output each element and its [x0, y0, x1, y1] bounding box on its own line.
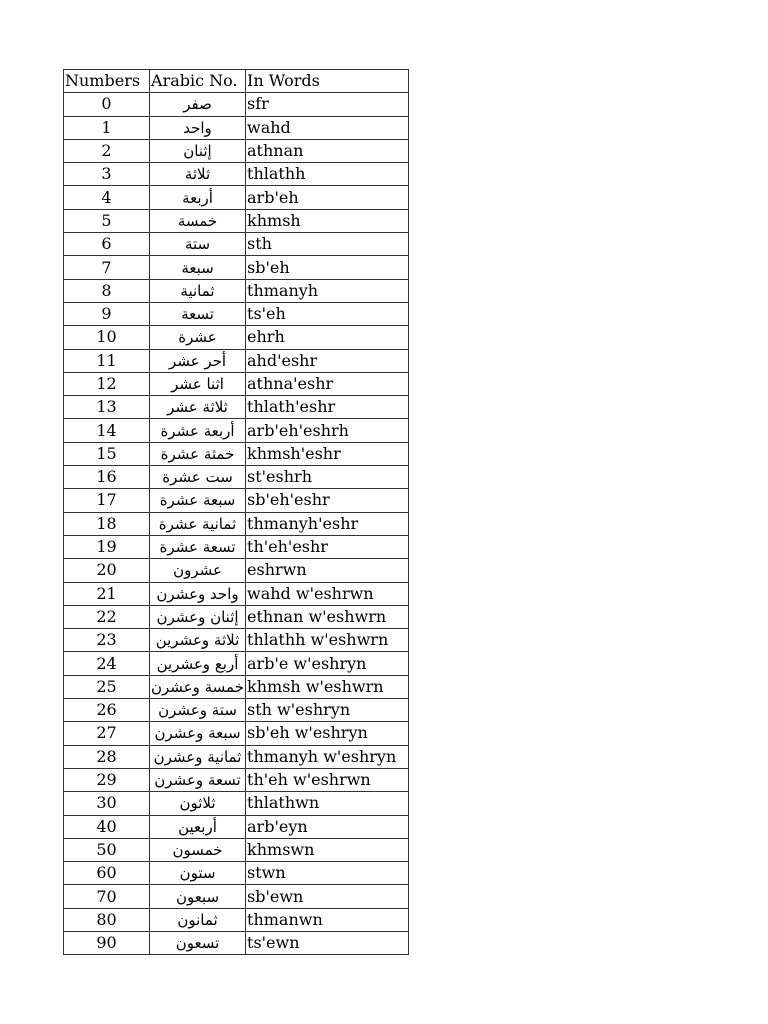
- number-cell: 16: [64, 466, 150, 489]
- table-row: [64, 605, 409, 628]
- table-row: [64, 93, 409, 116]
- words-cell: sth w'eshryn: [246, 699, 409, 722]
- table-row: [64, 163, 409, 186]
- table-row: [64, 699, 409, 722]
- words-cell: khmsh w'eshwrn: [246, 675, 409, 698]
- number-cell: 28: [64, 745, 150, 768]
- number-cell: 14: [64, 419, 150, 442]
- number-cell: 1: [64, 116, 150, 139]
- table-row: [64, 885, 409, 908]
- number-cell: 10: [64, 326, 150, 349]
- words-cell: thlathh w'eshwrn: [246, 629, 409, 652]
- table-row: [64, 815, 409, 838]
- arabic-cell: ثمانون: [150, 908, 246, 931]
- table-row: [64, 466, 409, 489]
- arabic-cell: ثمانية: [150, 279, 246, 302]
- words-cell: ahd'eshr: [246, 349, 409, 372]
- header-row: [64, 70, 409, 93]
- arabic-cell: صفر: [150, 93, 246, 116]
- table-row: [64, 139, 409, 162]
- words-cell: th'eh w'eshrwn: [246, 768, 409, 791]
- number-cell: 3: [64, 163, 150, 186]
- number-cell: 11: [64, 349, 150, 372]
- table-row: [64, 279, 409, 302]
- number-cell: 15: [64, 442, 150, 465]
- header-arabic-no: Arabic No.: [150, 70, 246, 93]
- arabic-cell: عشرون: [150, 559, 246, 582]
- arabic-cell: ستة وعشرن: [150, 699, 246, 722]
- table-row: [64, 419, 409, 442]
- number-cell: 24: [64, 652, 150, 675]
- number-cell: 2: [64, 139, 150, 162]
- arabic-cell: أحر عشر: [150, 349, 246, 372]
- table-row: [64, 722, 409, 745]
- arabic-cell: خمسة وعشرن: [150, 675, 246, 698]
- number-cell: 13: [64, 396, 150, 419]
- number-cell: 18: [64, 512, 150, 535]
- number-cell: 50: [64, 838, 150, 861]
- arabic-cell: ثمانية وعشرن: [150, 745, 246, 768]
- table-row: [64, 535, 409, 558]
- table-row: [64, 931, 409, 954]
- table-row: [64, 652, 409, 675]
- table-row: [64, 209, 409, 232]
- number-cell: 26: [64, 699, 150, 722]
- arabic-cell: سبعون: [150, 885, 246, 908]
- words-cell: ehrh: [246, 326, 409, 349]
- table-row: [64, 862, 409, 885]
- words-cell: st'eshrh: [246, 466, 409, 489]
- number-cell: 20: [64, 559, 150, 582]
- words-cell: sth: [246, 233, 409, 256]
- words-cell: thmanyh w'eshryn: [246, 745, 409, 768]
- table-row: [64, 326, 409, 349]
- words-cell: thlathh: [246, 163, 409, 186]
- table-row: [64, 233, 409, 256]
- numbers-table: [63, 69, 409, 955]
- table-row: [64, 768, 409, 791]
- arabic-cell: ثمانية عشرة: [150, 512, 246, 535]
- arabic-cell: إثنان: [150, 139, 246, 162]
- table-row: [64, 396, 409, 419]
- arabic-cell: ثلاثة وعشرين: [150, 629, 246, 652]
- arabic-cell: ستة: [150, 233, 246, 256]
- number-cell: 22: [64, 605, 150, 628]
- words-cell: sb'eh w'eshryn: [246, 722, 409, 745]
- arabic-cell: أربعين: [150, 815, 246, 838]
- arabic-cell: تسعة عشرة: [150, 535, 246, 558]
- table-row: [64, 838, 409, 861]
- words-cell: sb'ewn: [246, 885, 409, 908]
- table-row: [64, 116, 409, 139]
- table-row: [64, 792, 409, 815]
- words-cell: thmanyh: [246, 279, 409, 302]
- number-cell: 19: [64, 535, 150, 558]
- table-row: [64, 559, 409, 582]
- number-cell: 25: [64, 675, 150, 698]
- number-cell: 8: [64, 279, 150, 302]
- number-cell: 60: [64, 862, 150, 885]
- number-cell: 80: [64, 908, 150, 931]
- table-row: [64, 582, 409, 605]
- table-row: [64, 512, 409, 535]
- arabic-cell: أربعة عشرة: [150, 419, 246, 442]
- arabic-cell: ست عشرة: [150, 466, 246, 489]
- words-cell: khmsh: [246, 209, 409, 232]
- number-cell: 9: [64, 302, 150, 325]
- table-row: [64, 302, 409, 325]
- table-row: [64, 442, 409, 465]
- arabic-cell: أربعة: [150, 186, 246, 209]
- words-cell: sb'eh: [246, 256, 409, 279]
- arabic-cell: ثلاثة عشر: [150, 396, 246, 419]
- words-cell: eshrwn: [246, 559, 409, 582]
- table-row: [64, 489, 409, 512]
- words-cell: ts'ewn: [246, 931, 409, 954]
- arabic-cell: ستون: [150, 862, 246, 885]
- arabic-cell: سبعة عشرة: [150, 489, 246, 512]
- words-cell: khmsh'eshr: [246, 442, 409, 465]
- words-cell: ts'eh: [246, 302, 409, 325]
- words-cell: arb'eh'eshrh: [246, 419, 409, 442]
- words-cell: sb'eh'eshr: [246, 489, 409, 512]
- arabic-cell: ثلاثون: [150, 792, 246, 815]
- number-cell: 0: [64, 93, 150, 116]
- words-cell: wahd w'eshrwn: [246, 582, 409, 605]
- number-cell: 5: [64, 209, 150, 232]
- arabic-cell: عشرة: [150, 326, 246, 349]
- number-cell: 27: [64, 722, 150, 745]
- table-row: [64, 908, 409, 931]
- table-row: [64, 372, 409, 395]
- number-cell: 70: [64, 885, 150, 908]
- arabic-cell: إثنان وعشرن: [150, 605, 246, 628]
- words-cell: arb'e w'eshryn: [246, 652, 409, 675]
- table-row: [64, 745, 409, 768]
- table-row: [64, 675, 409, 698]
- number-cell: 6: [64, 233, 150, 256]
- words-cell: arb'eyn: [246, 815, 409, 838]
- number-cell: 29: [64, 768, 150, 791]
- words-cell: athna'eshr: [246, 372, 409, 395]
- arabic-cell: خمسون: [150, 838, 246, 861]
- arabic-cell: سبعة: [150, 256, 246, 279]
- number-cell: 23: [64, 629, 150, 652]
- number-cell: 17: [64, 489, 150, 512]
- words-cell: thlathwn: [246, 792, 409, 815]
- table-row: [64, 186, 409, 209]
- words-cell: wahd: [246, 116, 409, 139]
- arabic-cell: واحد: [150, 116, 246, 139]
- table-row: [64, 629, 409, 652]
- table-row: [64, 349, 409, 372]
- arabic-cell: أربع وعشرين: [150, 652, 246, 675]
- arabic-cell: سبعة وعشرن: [150, 722, 246, 745]
- number-cell: 7: [64, 256, 150, 279]
- words-cell: khmswn: [246, 838, 409, 861]
- words-cell: athnan: [246, 139, 409, 162]
- arabic-cell: تسعة وعشرن: [150, 768, 246, 791]
- arabic-cell: ثلاثة: [150, 163, 246, 186]
- number-cell: 90: [64, 931, 150, 954]
- arabic-cell: خمثة عشرة: [150, 442, 246, 465]
- words-cell: thmanwn: [246, 908, 409, 931]
- number-cell: 40: [64, 815, 150, 838]
- words-cell: arb'eh: [246, 186, 409, 209]
- number-cell: 21: [64, 582, 150, 605]
- number-cell: 4: [64, 186, 150, 209]
- header-numbers: Numbers: [64, 70, 150, 93]
- table-body: [64, 93, 409, 955]
- words-cell: th'eh'eshr: [246, 535, 409, 558]
- arabic-cell: اثنا عشر: [150, 372, 246, 395]
- words-cell: stwn: [246, 862, 409, 885]
- arabic-cell: تسعة: [150, 302, 246, 325]
- header-in-words: In Words: [246, 70, 409, 93]
- number-cell: 30: [64, 792, 150, 815]
- arabic-cell: خمسة: [150, 209, 246, 232]
- words-cell: thmanyh'eshr: [246, 512, 409, 535]
- arabic-cell: تسعون: [150, 931, 246, 954]
- table-row: [64, 256, 409, 279]
- words-cell: sfr: [246, 93, 409, 116]
- words-cell: thlath'eshr: [246, 396, 409, 419]
- number-cell: 12: [64, 372, 150, 395]
- words-cell: ethnan w'eshwrn: [246, 605, 409, 628]
- arabic-cell: واحد وعشرن: [150, 582, 246, 605]
